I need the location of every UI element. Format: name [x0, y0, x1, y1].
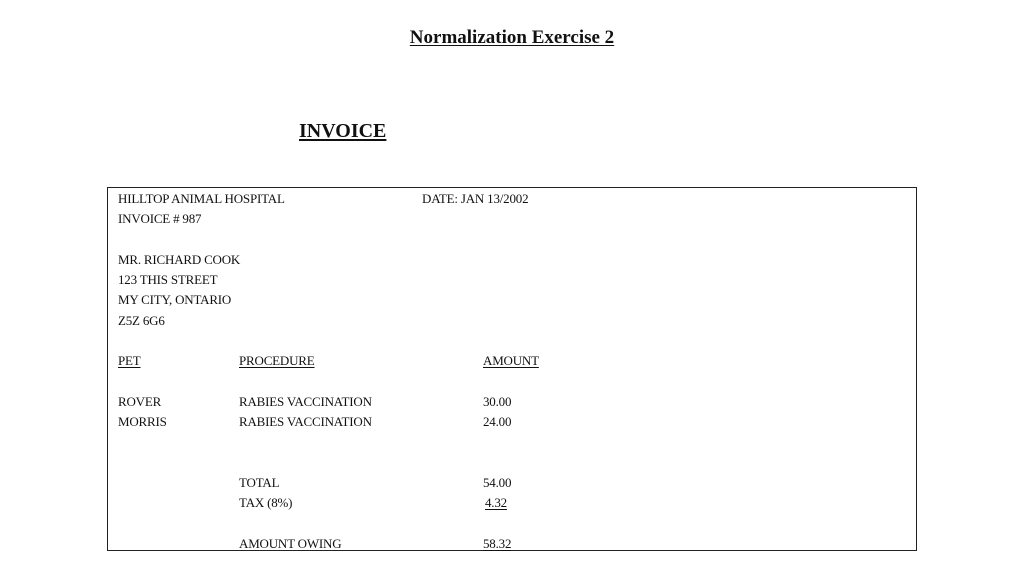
line-item-pet: ROVER [118, 394, 162, 409]
invoice-number: INVOICE # 987 [118, 211, 202, 226]
invoice-heading: INVOICE [299, 120, 387, 142]
line-item-procedure: RABIES VACCINATION [239, 394, 372, 409]
column-header-amount: AMOUNT [483, 353, 539, 368]
hospital-name: HILLTOP ANIMAL HOSPITAL [118, 191, 285, 206]
line-item-procedure: RABIES VACCINATION [239, 414, 372, 429]
page-title: Normalization Exercise 2 [409, 27, 615, 48]
tax-label: TAX (8%) [239, 495, 293, 510]
tax-value: 4.32 [485, 495, 507, 510]
amount-owing-value: 58.32 [483, 536, 512, 551]
column-header-procedure: PROCEDURE [239, 353, 315, 368]
invoice-box [107, 187, 917, 551]
column-header-pet: PET [118, 353, 141, 368]
line-item-amount: 24.00 [483, 414, 512, 429]
total-value: 54.00 [483, 475, 512, 490]
customer-postal-code: Z5Z 6G6 [118, 313, 165, 328]
total-label: TOTAL [239, 475, 280, 490]
customer-city: MY CITY, ONTARIO [118, 292, 232, 307]
line-item-amount: 30.00 [483, 394, 512, 409]
customer-street: 123 THIS STREET [118, 272, 218, 287]
customer-name: MR. RICHARD COOK [118, 252, 241, 267]
line-item-pet: MORRIS [118, 414, 167, 429]
amount-owing-label: AMOUNT OWING [239, 536, 342, 551]
invoice-date: DATE: JAN 13/2002 [422, 191, 529, 206]
